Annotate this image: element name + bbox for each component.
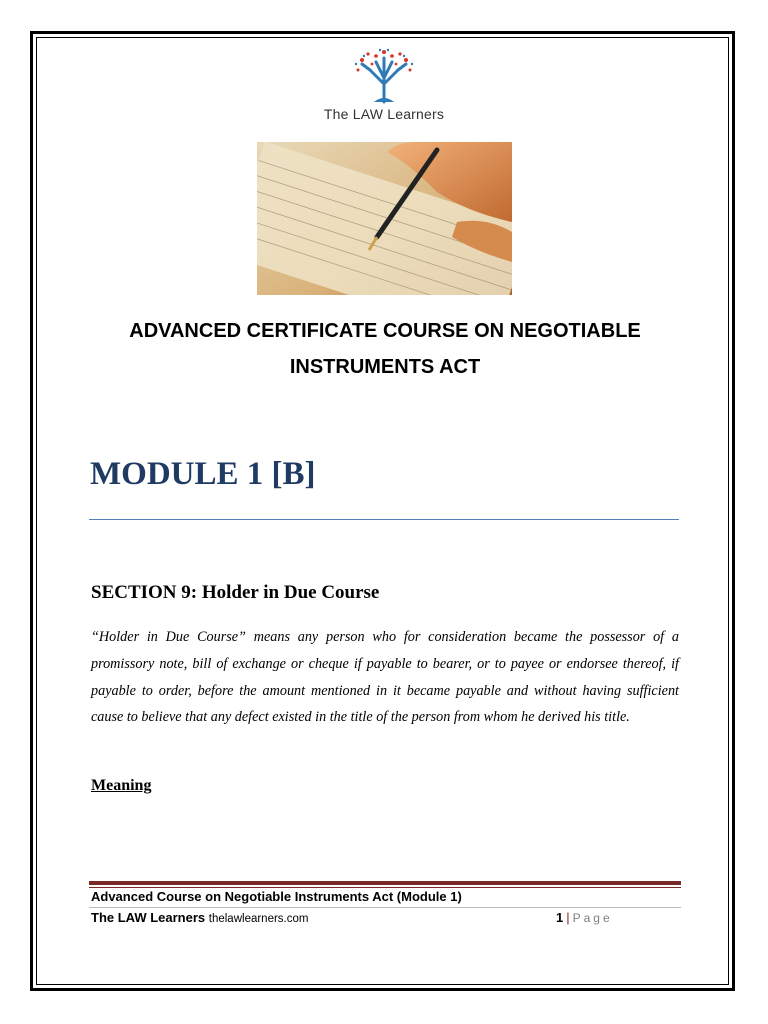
logo-text: The LAW Learners xyxy=(323,106,445,122)
module-title: MODULE 1 [B] xyxy=(90,456,316,492)
section-heading: SECTION 9: Holder in Due Course xyxy=(91,582,380,603)
page-number-value: 1 xyxy=(556,910,564,925)
law-learners-logo xyxy=(320,46,448,126)
footer-course-line: Advanced Course on Negotiable Instruments Act (Module 1) xyxy=(91,889,462,904)
page-number-separator: | xyxy=(566,910,570,925)
pen-signing-cheque-image xyxy=(257,142,512,295)
meaning-heading: Meaning xyxy=(91,777,152,794)
page-word: Page xyxy=(572,911,613,925)
module-divider xyxy=(89,519,679,520)
footer-separator xyxy=(89,907,681,908)
footer-rule-thick xyxy=(89,881,681,885)
tree-logo-icon xyxy=(352,46,416,104)
footer-website: thelawlearners.com xyxy=(208,913,309,925)
footer-brand: The LAW Learners xyxy=(91,910,206,925)
course-title-line1: ADVANCED CERTIFICATE COURSE ON NEGOTIABLE xyxy=(129,320,641,342)
page-number xyxy=(556,910,613,925)
course-title-line2: INSTRUMENTS ACT xyxy=(289,356,481,378)
footer-brand-line xyxy=(91,910,308,925)
course-title xyxy=(90,313,680,385)
definition-paragraph: “Holder in Due Course” means any person who for consideration became the possessor of a promissory note, bill of exchange or cheque if payable to bearer, or to payee or endorsee thereof, if payable to order, before the amount mentioned in it became payable and without having sufficient cause to believe that any defect existed in the title of the person from whom he derived his title. xyxy=(91,629,679,726)
footer-rule-thin xyxy=(89,887,681,888)
